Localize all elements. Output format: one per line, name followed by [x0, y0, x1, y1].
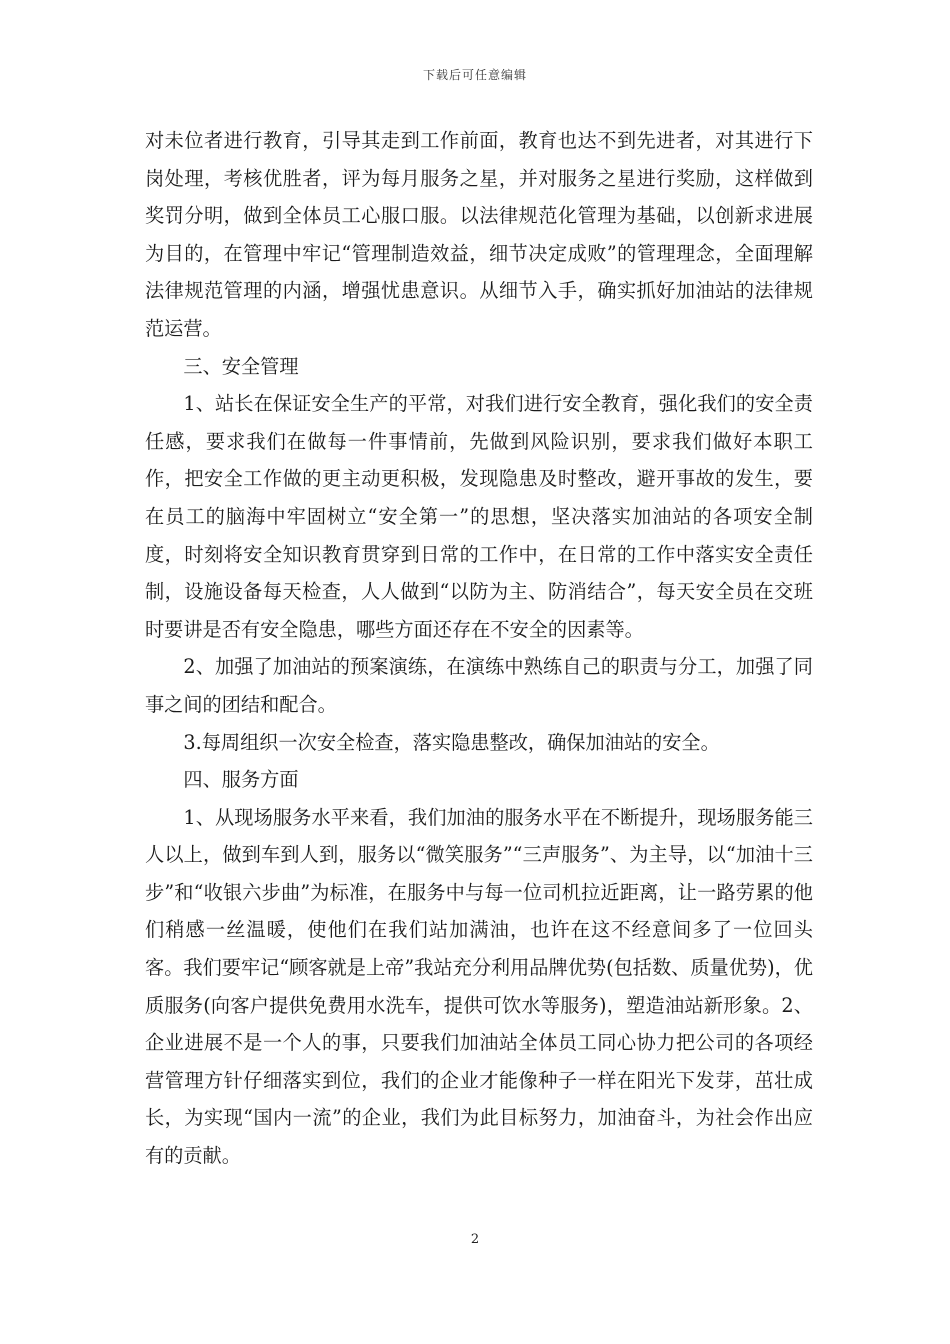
paragraph-continued-management: 对未位者进行教育，引导其走到工作前面，教育也达不到先进者，对其进行下岗处理，考核优胜者，评为每月服务之星，并对服务之星进行奖励，这样做到奖罚分明，做到全体员工心服口服。以法律规范化管理为基础，以创新求进展为目的，在管理中牢记“管理制造效益，细节决定成败”的管理理念，全面理解法律规范管理的内涵，增强忧患意识。从细节入手，确实抓好加油站的法律规范运营。 [145, 129, 813, 340]
page-header: 下载后可任意编辑 [422, 68, 527, 82]
section-heading-safety: 三、安全管理 [183, 354, 299, 378]
page-number: 2 [470, 1232, 480, 1247]
paragraph-service-1: 1、从现场服务水平来看，我们加油的服务水平在不断提升，现场服务能三人以上，做到车到人到，服务以“微笑服务”“三声服务”、为主导，以“加油十三步”和“收银六步曲”为标准，在服务中与每一位司机拉近距离，让一路劳累的他们稍感一丝温暖，使他们在我们站加满油，也许在这不经意间多了一位回头客。我们要牢记“顾客就是上帝”我站充分利用品牌优势(包括数、质量优势)，优质服务(向客户提供免费用水洗车，提供可饮水等服务)，塑造油站新形象。2、企业进展不是一个人的事，只要我们加油站全体员工同心协力把公司的各项经营管理方针仔细落实到位，我们的企业才能像种子一样在阳光下发芽，茁壮成长，为实现“国内一流”的企业，我们为此目标努力，加油奋斗，为社会作出应有的贡献。 [145, 805, 813, 1168]
section-heading-service: 四、服务方面 [183, 768, 299, 792]
paragraph-safety-3: 3.每周组织一次安全检查，落实隐患整改，确保加油站的安全。 [183, 730, 720, 754]
paragraph-safety-1: 1、站长在保证安全生产的平常，对我们进行安全教育，强化我们的安全责任感，要求我们在做每一件事情前，先做到风险识别，要求我们做好本职工作，把安全工作做的更主动更积极，发现隐患及时整改，避开事故的发生，要在员工的脑海中牢固树立“安全第一”的思想，坚决落实加油站的各项安全制度，时刻将安全知识教育贯穿到日常的工作中，在日常的工作中落实安全责任制，设施设备每天检查，人人做到“以防为主、防消结合”，每天安全员在交班时要讲是否有安全隐患，哪些方面还存在不安全的因素等。 [145, 392, 813, 641]
paragraph-safety-2: 2、加强了加油站的预案演练，在演练中熟练自己的职责与分工，加强了同事之间的团结和配合。 [145, 655, 813, 716]
document-body [145, 122, 813, 1175]
